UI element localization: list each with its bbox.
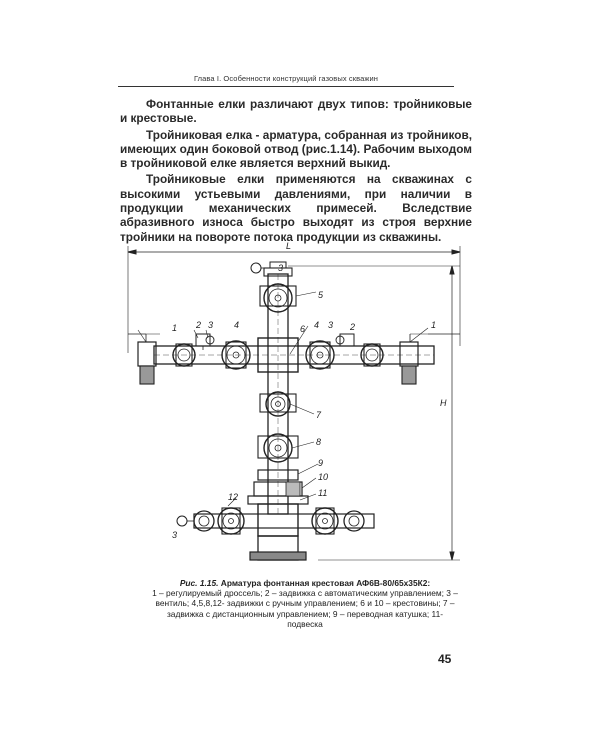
figure-caption bbox=[150, 578, 460, 629]
callout-3-top: 3 bbox=[278, 263, 284, 273]
wellhead-drawing-svg bbox=[118, 238, 470, 568]
paragraph-1: Фонтанные елки различают двух типов: тройниковые и крестовые. bbox=[120, 97, 472, 126]
callout-2-right: 2 bbox=[350, 322, 356, 332]
callout-9: 9 bbox=[318, 458, 324, 468]
callout-12: 12 bbox=[228, 492, 239, 502]
callout-6: 6 bbox=[300, 324, 306, 334]
wellhead-christmas-tree-drawing bbox=[118, 238, 470, 568]
caption-figure-number: Рис. 1.15. bbox=[179, 578, 219, 588]
callout-3-right: 3 bbox=[328, 320, 334, 330]
callout-8: 8 bbox=[316, 437, 322, 447]
callout-5: 5 bbox=[318, 290, 324, 300]
callout-4-left: 4 bbox=[234, 320, 240, 330]
caption-legend: 1 – регулируемый дроссель; 2 – задвижка с автоматическим управлением; 3 – вентиль; 4,5,8,12- задвижки с ручным управлением; 6 и 10 – крестовины; 7 – задвижка с дистанционным управлением; 9 – переводная катушка; 11- подвеска bbox=[152, 588, 458, 629]
callout-4-right: 4 bbox=[314, 320, 320, 330]
callout-1-right: 1 bbox=[431, 320, 437, 330]
paragraph-3: Тройниковые елки применяются на скважинах с высокими устьевыми давлениями, при наличии в продукции механических примесей. Вследствие абразивного износа быстро выходят из строя верхние тройники на повороте потока продукции из скважины. bbox=[120, 172, 472, 244]
page-number: 45 bbox=[438, 652, 452, 666]
dimension-label-h: H bbox=[440, 398, 447, 408]
caption-subject: Арматура фонтанная крестовая АФ6В-80/65х35К2: bbox=[220, 578, 431, 588]
lower-gauge-3-icon bbox=[177, 516, 187, 526]
callout-3-left: 3 bbox=[208, 320, 214, 330]
callout-2-left: 2 bbox=[196, 320, 202, 330]
left-choke-1 bbox=[138, 342, 156, 366]
paragraph-2: Тройниковая елка - арматура, собранная из тройников, имеющих один боковой отвод (рис.1.14). Рабочим выходом в тройниковой елке является верхний выкид. bbox=[120, 127, 472, 171]
callout-3-bottom: 3 bbox=[172, 530, 178, 540]
body-text bbox=[120, 97, 472, 246]
running-header: Глава I. Особенности конструкций газовых скважин bbox=[118, 74, 454, 87]
callout-7: 7 bbox=[316, 410, 322, 420]
callout-11: 11 bbox=[318, 488, 328, 498]
callout-10: 10 bbox=[318, 472, 329, 482]
callout-1-left: 1 bbox=[172, 323, 178, 333]
dimension-label-l: L bbox=[286, 241, 292, 251]
top-gauge-icon bbox=[251, 263, 261, 273]
